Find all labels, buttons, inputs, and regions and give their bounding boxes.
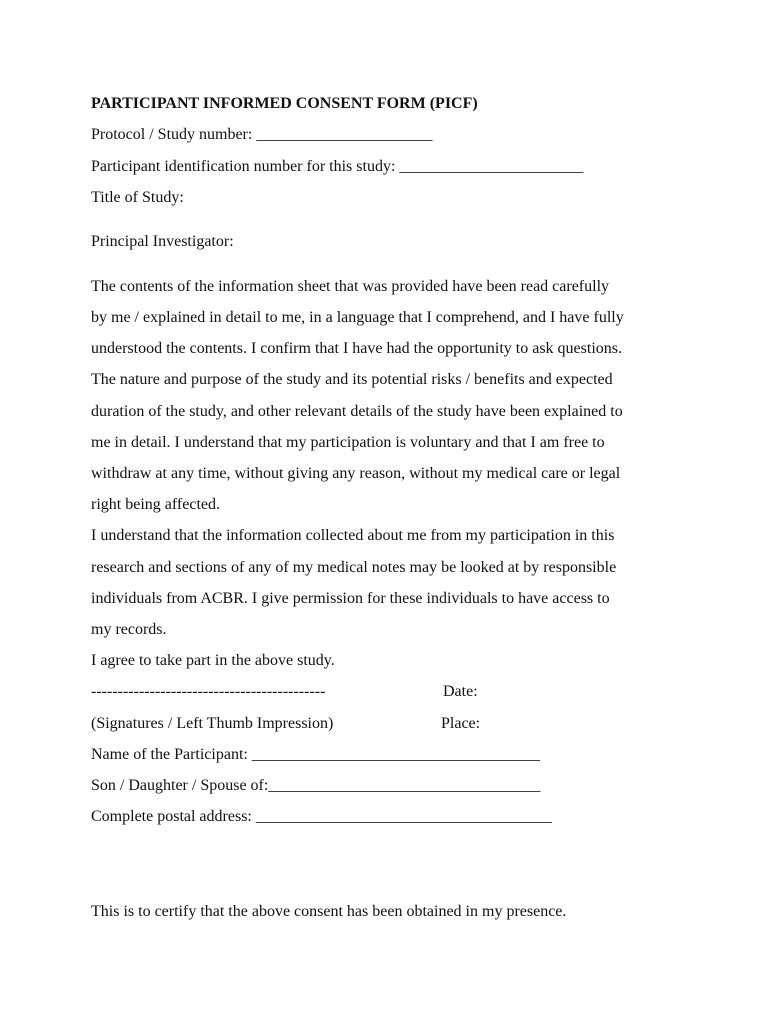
date-label: Date: bbox=[443, 683, 478, 700]
paragraph2-line: research and sections of any of my medical notes may be looked at by responsible bbox=[91, 559, 617, 576]
relation-line: Son / Daughter / Spouse of:__________________________________ bbox=[91, 777, 541, 794]
agreement-statement: I agree to take part in the above study. bbox=[91, 652, 335, 669]
form-title: PARTICIPANT INFORMED CONSENT FORM (PICF) bbox=[91, 95, 478, 112]
principal-investigator-label: Principal Investigator: bbox=[91, 233, 234, 250]
paragraph2-line: I understand that the information collected about me from my participation in this bbox=[91, 527, 615, 544]
participant-name-line: Name of the Participant: ____________________________________ bbox=[91, 746, 540, 763]
paragraph1-line: understood the contents. I confirm that I have had the opportunity to ask questions. bbox=[91, 340, 622, 357]
postal-address-line: Complete postal address: _____________________________________ bbox=[91, 808, 552, 825]
paragraph2-line: my records. bbox=[91, 621, 167, 638]
paragraph1-line: me in detail. I understand that my participation is voluntary and that I am free to bbox=[91, 434, 605, 451]
paragraph2-line: individuals from ACBR. I give permission for these individuals to have access to bbox=[91, 590, 610, 607]
study-title-label: Title of Study: bbox=[91, 189, 184, 206]
paragraph1-line: duration of the study, and other relevant details of the study have been explained to bbox=[91, 403, 623, 420]
paragraph1-line: withdraw at any time, without giving any reason, without my medical care or legal bbox=[91, 465, 621, 482]
protocol-number-line: Protocol / Study number: ______________________ bbox=[91, 126, 433, 143]
paragraph1-line: by me / explained in detail to me, in a language that I comprehend, and I have fully bbox=[91, 309, 624, 326]
place-label: Place: bbox=[441, 715, 481, 732]
paragraph1-line: The nature and purpose of the study and its potential risks / benefits and expected bbox=[91, 371, 613, 388]
certification-statement: This is to certify that the above consent has been obtained in my presence. bbox=[91, 903, 567, 920]
participant-id-line: Participant identification number for this study: _______________________ bbox=[91, 158, 584, 175]
signature-caption: (Signatures / Left Thumb Impression) bbox=[91, 715, 334, 732]
paragraph1-line: The contents of the information sheet that was provided have been read carefully bbox=[91, 278, 610, 295]
signature-line: -------------------------------------------- bbox=[91, 683, 326, 700]
paragraph1-line: right being affected. bbox=[91, 496, 220, 513]
